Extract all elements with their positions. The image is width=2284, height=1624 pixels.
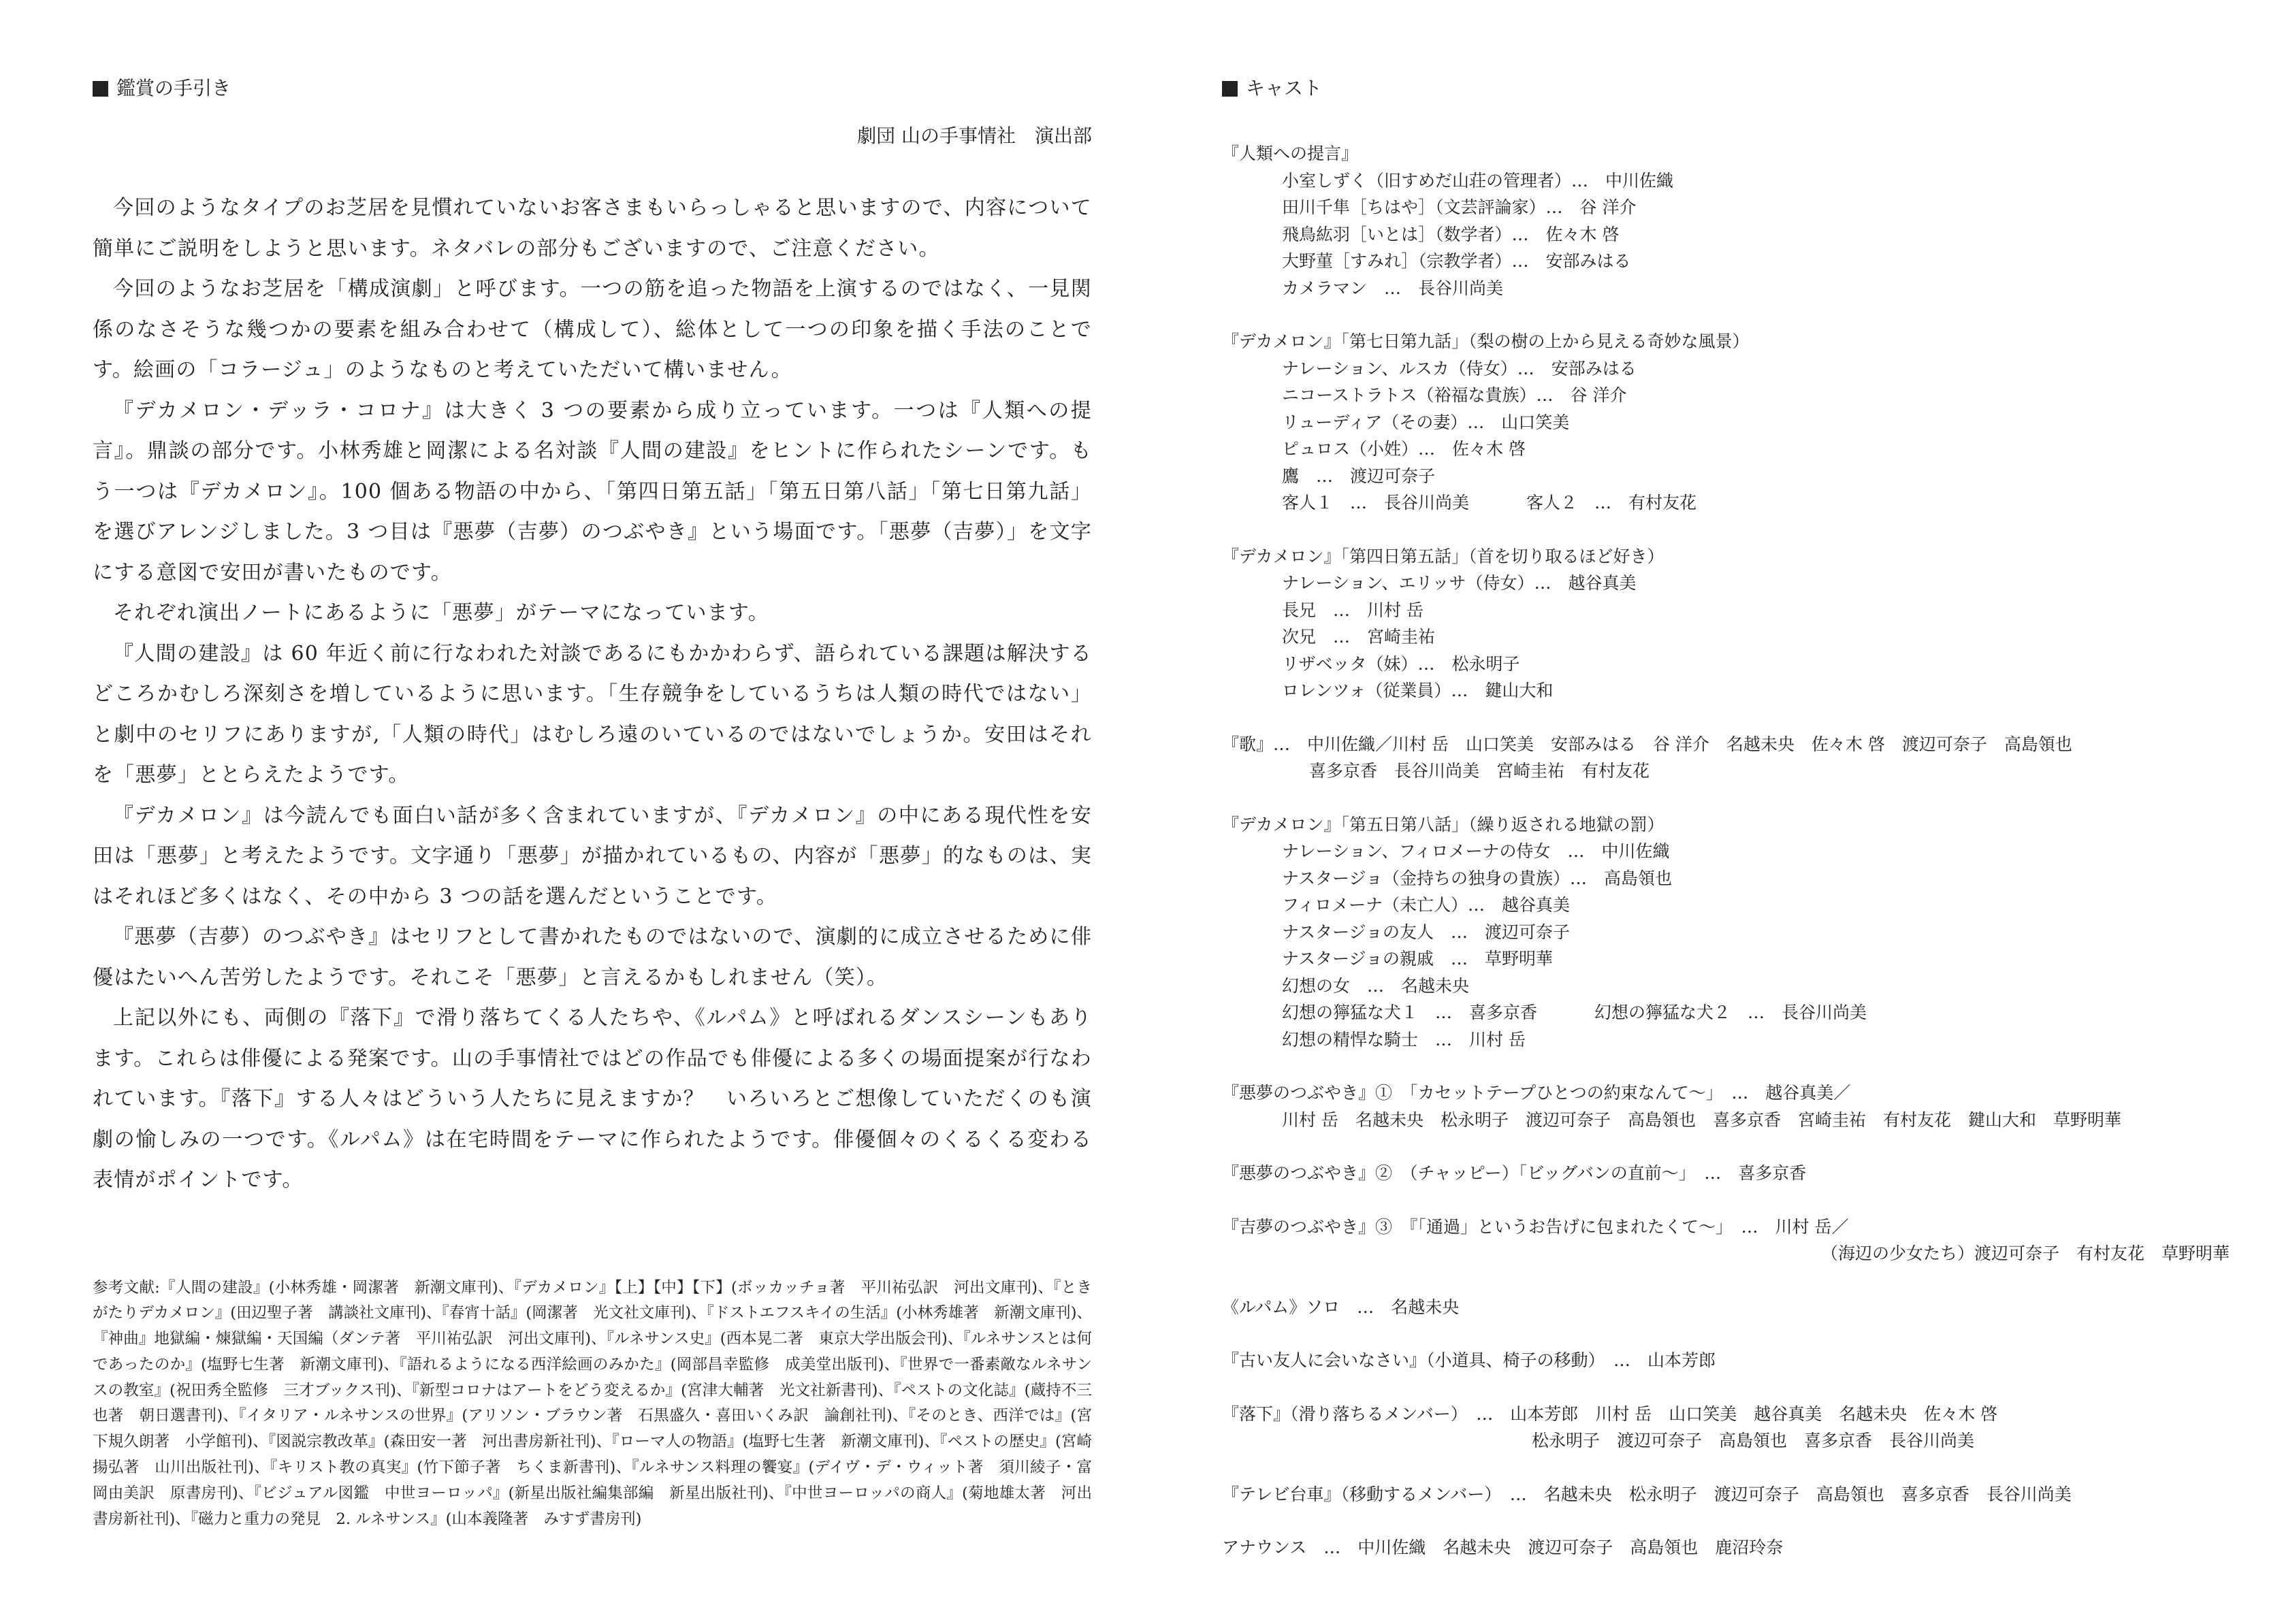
cast-text: 松永明子 渡辺可奈子 高島領也 喜多京香 長谷川尚美 — [1532, 1431, 1975, 1450]
cast-block — [1222, 140, 2230, 302]
cast-scene-title — [1222, 328, 2230, 355]
cast-block — [1222, 1534, 2230, 1561]
viewing-guide-heading — [93, 72, 1092, 105]
cast-scene-title — [1222, 543, 2230, 570]
viewing-guide-column — [93, 72, 1092, 1532]
cast-text: 客人２ … 有村友花 — [1526, 493, 1697, 513]
cast-text: 飛鳥紘羽［いとは］（数学者）… 佐々木 啓 — [1282, 224, 1620, 244]
cast-scene-title — [1222, 1347, 2230, 1374]
cast-line — [1222, 973, 2230, 1000]
cast-title: キャスト — [1246, 77, 1323, 99]
cast-line — [1222, 1026, 2230, 1054]
cast-text: アナウンス … 中川佐織 名越未央 渡辺可奈子 高島領也 鹿沼玲奈 — [1222, 1538, 1784, 1557]
references-text: 参考文献:『人間の建設』(小林秀雄・岡潔著 新潮文庫刊)、『デカメロン』【上】【中】【下】(ボッカッチョ著 平川祐弘訳 河出文庫刊)、『ときがたりデカメロン』(田辺聖子著 講談社文庫刊)、『春宵十話』(岡潔著 光文社文庫刊)、『ドストエフスキイの生活』(小林秀雄著 新潮文庫刊)、『神曲』地獄編・煉獄編・天国編（ダンテ著 平川祐弘訳 河出文庫刊)、『ルネサンス史』(西本晃二著 東京大学出版会刊)、『ルネサンスとは何であったのか』(塩野七生著 新潮文庫刊)、『語れるようになる西洋絵画のみかた』(岡部昌幸監修 成美堂出版刊)、『世界で一番素敵なルネサンスの教室』(祝田秀全監修 三才ブックス刊)、『新型コロナはアートをどう変えるか』(宮津大輔著 光文社新書刊)、『ペストの文化誌』(蔵持不三也著 朝日選書刊)、『イタリア・ルネサンスの世界』(アリソン・ブラウン著 石黒盛久・喜田いくみ訳 論創社刊)、『そのとき、西洋では』(宮下規久朗著 小学館刊)、『図説宗教改革』(森田安一著 河出書房新社刊)、『ローマ人の物語』(塩野七生著 新潮文庫刊)、『ペストの歴史』(宮崎揚弘著 山川出版社刊)、『キリスト教の真実』(竹下節子著 ちくま新書刊)、『ルネサンス料理の饗宴』(デイヴ・デ・ウィット著 須川綾子・富岡由美訳 原書房刊)、『ビジュアル図鑑 中世ヨーロッパ』(新星出版社編集部編 新星出版社刊)、『中世ヨーロッパの商人』(菊地雄太著 河出書房新社刊)、『磁力と重力の発見 2. ルネサンス』(山本義隆著 みすず書房刊) — [93, 1278, 1092, 1528]
cast-text: 幻想の精悍な騎士 … 川村 岳 — [1282, 1029, 1526, 1050]
cast-line — [1222, 677, 2230, 704]
cast-text: 田川千隼［ちはや］（文芸評論家）… 谷 洋介 — [1282, 197, 1637, 217]
cast-text: ナスタージョの友人 … 渡辺可奈子 — [1282, 922, 1571, 942]
guide-paragraph: それぞれ演出ノートにあるように「悪夢」がテーマになっています。 — [113, 601, 769, 625]
cast-text: 小室しずく（旧すめだ山荘の管理者）… 中川佐織 — [1282, 170, 1674, 191]
cast-text: ナスタージョの親戚 … 草野明華 — [1282, 949, 1554, 969]
cast-text: 『歌』… 中川佐織／川村 岳 山口笑美 安部みはる 谷 洋介 名越未央 佐々木 啓 渡辺可奈子 高島領也 — [1222, 734, 2072, 754]
cast-text: リューディア（その妻）… 山口笑美 — [1282, 412, 1570, 432]
guide-paragraph: 今回のようなお芝居を「構成演劇」と呼びます。一つの筋を追った物語を上演するのではなく、一見関係のなさそうな幾つかの要素を組み合わせて（構成して）、総体として一つの印象を描く手法のことです。絵画の「コラージュ」のようなものと考えていただいて構いません。 — [93, 277, 1092, 382]
square-bullet-icon — [1222, 81, 1238, 97]
cast-block — [1222, 1079, 2230, 1133]
cast-list — [1222, 140, 2230, 1561]
cast-column — [1222, 72, 2230, 1588]
cast-line — [1222, 275, 2230, 302]
cast-text: 幻想の獰猛な犬１ … 喜多京香 — [1282, 1003, 1538, 1022]
cast-text: 幻想の女 … 名越未央 — [1282, 975, 1470, 996]
guide-paragraph: 『悪夢（吉夢）のつぶやき』はセリフとして書かれたものではないので、演劇的に成立させるために俳優はたいへん苦労したようです。それこそ「悪夢」と言えるかもしれません（笑）。 — [93, 925, 1092, 990]
cast-scene-title — [1222, 1294, 2230, 1321]
cast-block — [1222, 731, 2230, 785]
cast-line — [1222, 570, 2230, 597]
cast-scene-title — [1222, 1481, 2230, 1508]
guide-body — [93, 188, 1092, 1201]
cast-block — [1222, 1401, 2230, 1455]
cast-line — [1222, 194, 2230, 221]
cast-text: 客人１ … 長谷川尚美 — [1282, 493, 1470, 513]
cast-text: 長兄 … 川村 岳 — [1282, 600, 1424, 620]
square-bullet-icon — [93, 81, 108, 97]
cast-block — [1222, 1294, 2230, 1321]
cast-scene-title — [1222, 1079, 2230, 1107]
cast-scene-title — [1222, 1401, 2230, 1428]
cast-text: ナレーション、ルスカ（侍女）… 安部みはる — [1282, 358, 1637, 378]
cast-block — [1222, 1160, 2230, 1187]
cast-text: 次兄 … 宮崎圭祐 — [1282, 627, 1436, 647]
cast-text: 幻想の獰猛な犬２ … 長谷川尚美 — [1594, 1003, 1867, 1022]
cast-block — [1222, 543, 2230, 704]
guide-paragraph: 今回のようなタイプのお芝居を見慣れていないお客さまもいらっしゃると思いますので、内容について簡単にご説明をしようと思います。ネタバレの部分もございますので、ご注意ください。 — [93, 196, 1092, 261]
cast-line — [1222, 1107, 2230, 1134]
cast-scene-title — [1222, 1160, 2230, 1187]
cast-block — [1222, 1214, 2230, 1267]
cast-text: （海辺の少女たち）渡辺可奈子 有村友花 草野明華 — [1820, 1244, 2230, 1263]
cast-line — [1222, 919, 2230, 946]
cast-scene-title — [1222, 811, 2230, 839]
cast-heading — [1222, 72, 2230, 105]
cast-text: 『テレビ台車』（移動するメンバー） … 名越未央 松永明子 渡辺可奈子 高島領也 喜多京香 長谷川尚美 — [1222, 1484, 2072, 1504]
guide-paragraph: 上記以外にも、両側の『落下』で滑り落ちてくる人たちや、《ルパム》と呼ばれるダンスシーンもあります。これらは俳優による発案です。山の手事情社ではどの作品でも俳優による多くの場面提案が行なわれています。『落下』する人々はどういう人たちに見えますか？ いろいろとご想像していただくのも演劇の愉しみの一つです。《ルパム》は在宅時間をテーマに作られたようです。俳優個々のくるくる変わる表情がポイントです。 — [93, 1006, 1092, 1192]
cast-text: 鷹 … 渡辺可奈子 — [1282, 466, 1436, 486]
viewing-guide-title: 鑑賞の手引き — [116, 77, 231, 99]
cast-text: カメラマン … 長谷川尚美 — [1282, 278, 1504, 298]
cast-line — [1222, 382, 2230, 409]
cast-text: ナレーション、エリッサ（侍女）… 越谷真美 — [1282, 573, 1637, 593]
cast-text: ロレンツォ（従業員）… 鍵山大和 — [1282, 681, 1554, 700]
cast-block — [1222, 1347, 2230, 1374]
cast-line — [1222, 597, 2230, 624]
cast-text: ニコーストラトス（裕福な貴族）… 谷 洋介 — [1282, 385, 1627, 405]
cast-line — [1222, 945, 2230, 973]
cast-line — [1222, 436, 2230, 463]
cast-scene-title — [1222, 140, 2230, 167]
cast-line — [1222, 758, 2230, 785]
cast-text: 大野菫［すみれ］（宗教学者）… 安部みはる — [1282, 251, 1631, 271]
cast-text: 《ルパム》ソロ … 名越未央 — [1222, 1297, 1460, 1317]
cast-scene-title — [1222, 1534, 2230, 1561]
cast-text: 『悪夢のつぶやき』① 「カセットテープひとつの約束なんて〜」 … 越谷真美／ — [1222, 1083, 1851, 1103]
cast-line — [1222, 167, 2230, 195]
cast-line — [1222, 651, 2230, 678]
cast-line — [1222, 1240, 2230, 1267]
cast-block — [1222, 328, 2230, 517]
cast-text: 『落下』（滑り落ちるメンバー） … 山本芳郎 川村 岳 山口笑美 越谷真美 名越未央 佐々木 啓 — [1222, 1403, 1998, 1424]
guide-paragraph: 『デカメロン・デッラ・コロナ』は大きく 3 つの要素から成り立っています。一つは『人類への提言』。鼎談の部分です。小林秀雄と岡潔による名対談『人間の建設』をヒントに作られたシーンです。もう一つは『デカメロン』。100 個ある物語の中から、「第四日第五話」「第五日第八話」「第七日第九話」を選びアレンジしました。3 つ目は『悪夢（吉夢）のつぶやき』という場面です。「悪夢（吉夢）」を文字にする意図で安田が書いたものです。 — [93, 398, 1092, 585]
cast-text: 『古い友人に会いなさい』（小道具、椅子の移動） … 山本芳郎 — [1222, 1350, 1716, 1370]
cast-scene-title — [1222, 731, 2230, 758]
cast-text: 『デカメロン』「第五日第八話」（繰り返される地獄の罰） — [1222, 814, 1664, 834]
cast-line — [1222, 838, 2230, 865]
cast-text: リザベッタ（妹）… 松永明子 — [1282, 653, 1520, 674]
cast-text: 『吉夢のつぶやき』③ 『「通過」というお告げに包まれたくて〜」 … 川村 岳／ — [1222, 1216, 1849, 1237]
guide-paragraph: 『人間の建設』は 60 年近く前に行なわれた対談であるにもかかわらず、語られている課題は解決するどころかむしろ深刻さを増しているように思います。「生存競争をしているうちは人類の時代ではない」と劇中のセリフにありますが,「人類の時代」はむしろ遠のいているのではないでしょうか。安田はそれを「悪夢」ととらえたようです。 — [93, 641, 1092, 787]
cast-line — [1222, 623, 2230, 651]
cast-line — [1222, 892, 2230, 919]
cast-text: 川村 岳 名越未央 松永明子 渡辺可奈子 高島領也 喜多京香 宮崎圭祐 有村友花 鍵山大和 草野明華 — [1282, 1109, 2121, 1130]
byline: 劇団 山の手事情社 演出部 — [857, 125, 1092, 147]
cast-line — [1222, 409, 2230, 436]
cast-scene-title — [1222, 1214, 2230, 1241]
cast-text: ピュロス（小姓）… 佐々木 啓 — [1282, 439, 1526, 459]
cast-line — [1222, 489, 2230, 517]
cast-line — [1222, 463, 2230, 490]
cast-block — [1222, 1481, 2230, 1508]
guide-paragraph: 『デカメロン』は今読んでも面白い話が多く含まれていますが、『デカメロン』の中にある現代性を安田は「悪夢」と考えたようです。文字通り「悪夢」が描かれているもの、内容が「悪夢」的なものは、実はそれほど多くはなく、その中から 3 つの話を選んだということです。 — [93, 803, 1092, 909]
cast-line — [1222, 865, 2230, 892]
cast-text: 『人類への提言』 — [1222, 144, 1359, 163]
cast-text: 『悪夢のつぶやき』② （チャッピー）「ビッグバンの直前〜」 … 喜多京香 — [1222, 1163, 1807, 1183]
cast-text: 『デカメロン』「第四日第五話」（首を切り取るほど好き） — [1222, 546, 1664, 566]
cast-line — [1222, 999, 2230, 1026]
cast-text: 喜多京香 長谷川尚美 宮崎圭祐 有村友花 — [1309, 761, 1650, 781]
cast-text: 『デカメロン』「第七日第九話」（梨の樹の上から見える奇妙な風景） — [1222, 331, 1750, 351]
cast-text: ナレーション、フィロメーナの侍女 … 中川佐織 — [1282, 841, 1670, 861]
cast-line — [1222, 1427, 2230, 1455]
cast-line — [1222, 355, 2230, 383]
cast-line — [1222, 221, 2230, 248]
cast-block — [1222, 811, 2230, 1054]
cast-line — [1222, 248, 2230, 275]
cast-text: ナスタージョ（金持ちの独身の貴族）… 高島領也 — [1282, 868, 1673, 888]
references — [93, 1276, 1092, 1533]
cast-text: フィロメーナ（未亡人）… 越谷真美 — [1282, 895, 1571, 915]
